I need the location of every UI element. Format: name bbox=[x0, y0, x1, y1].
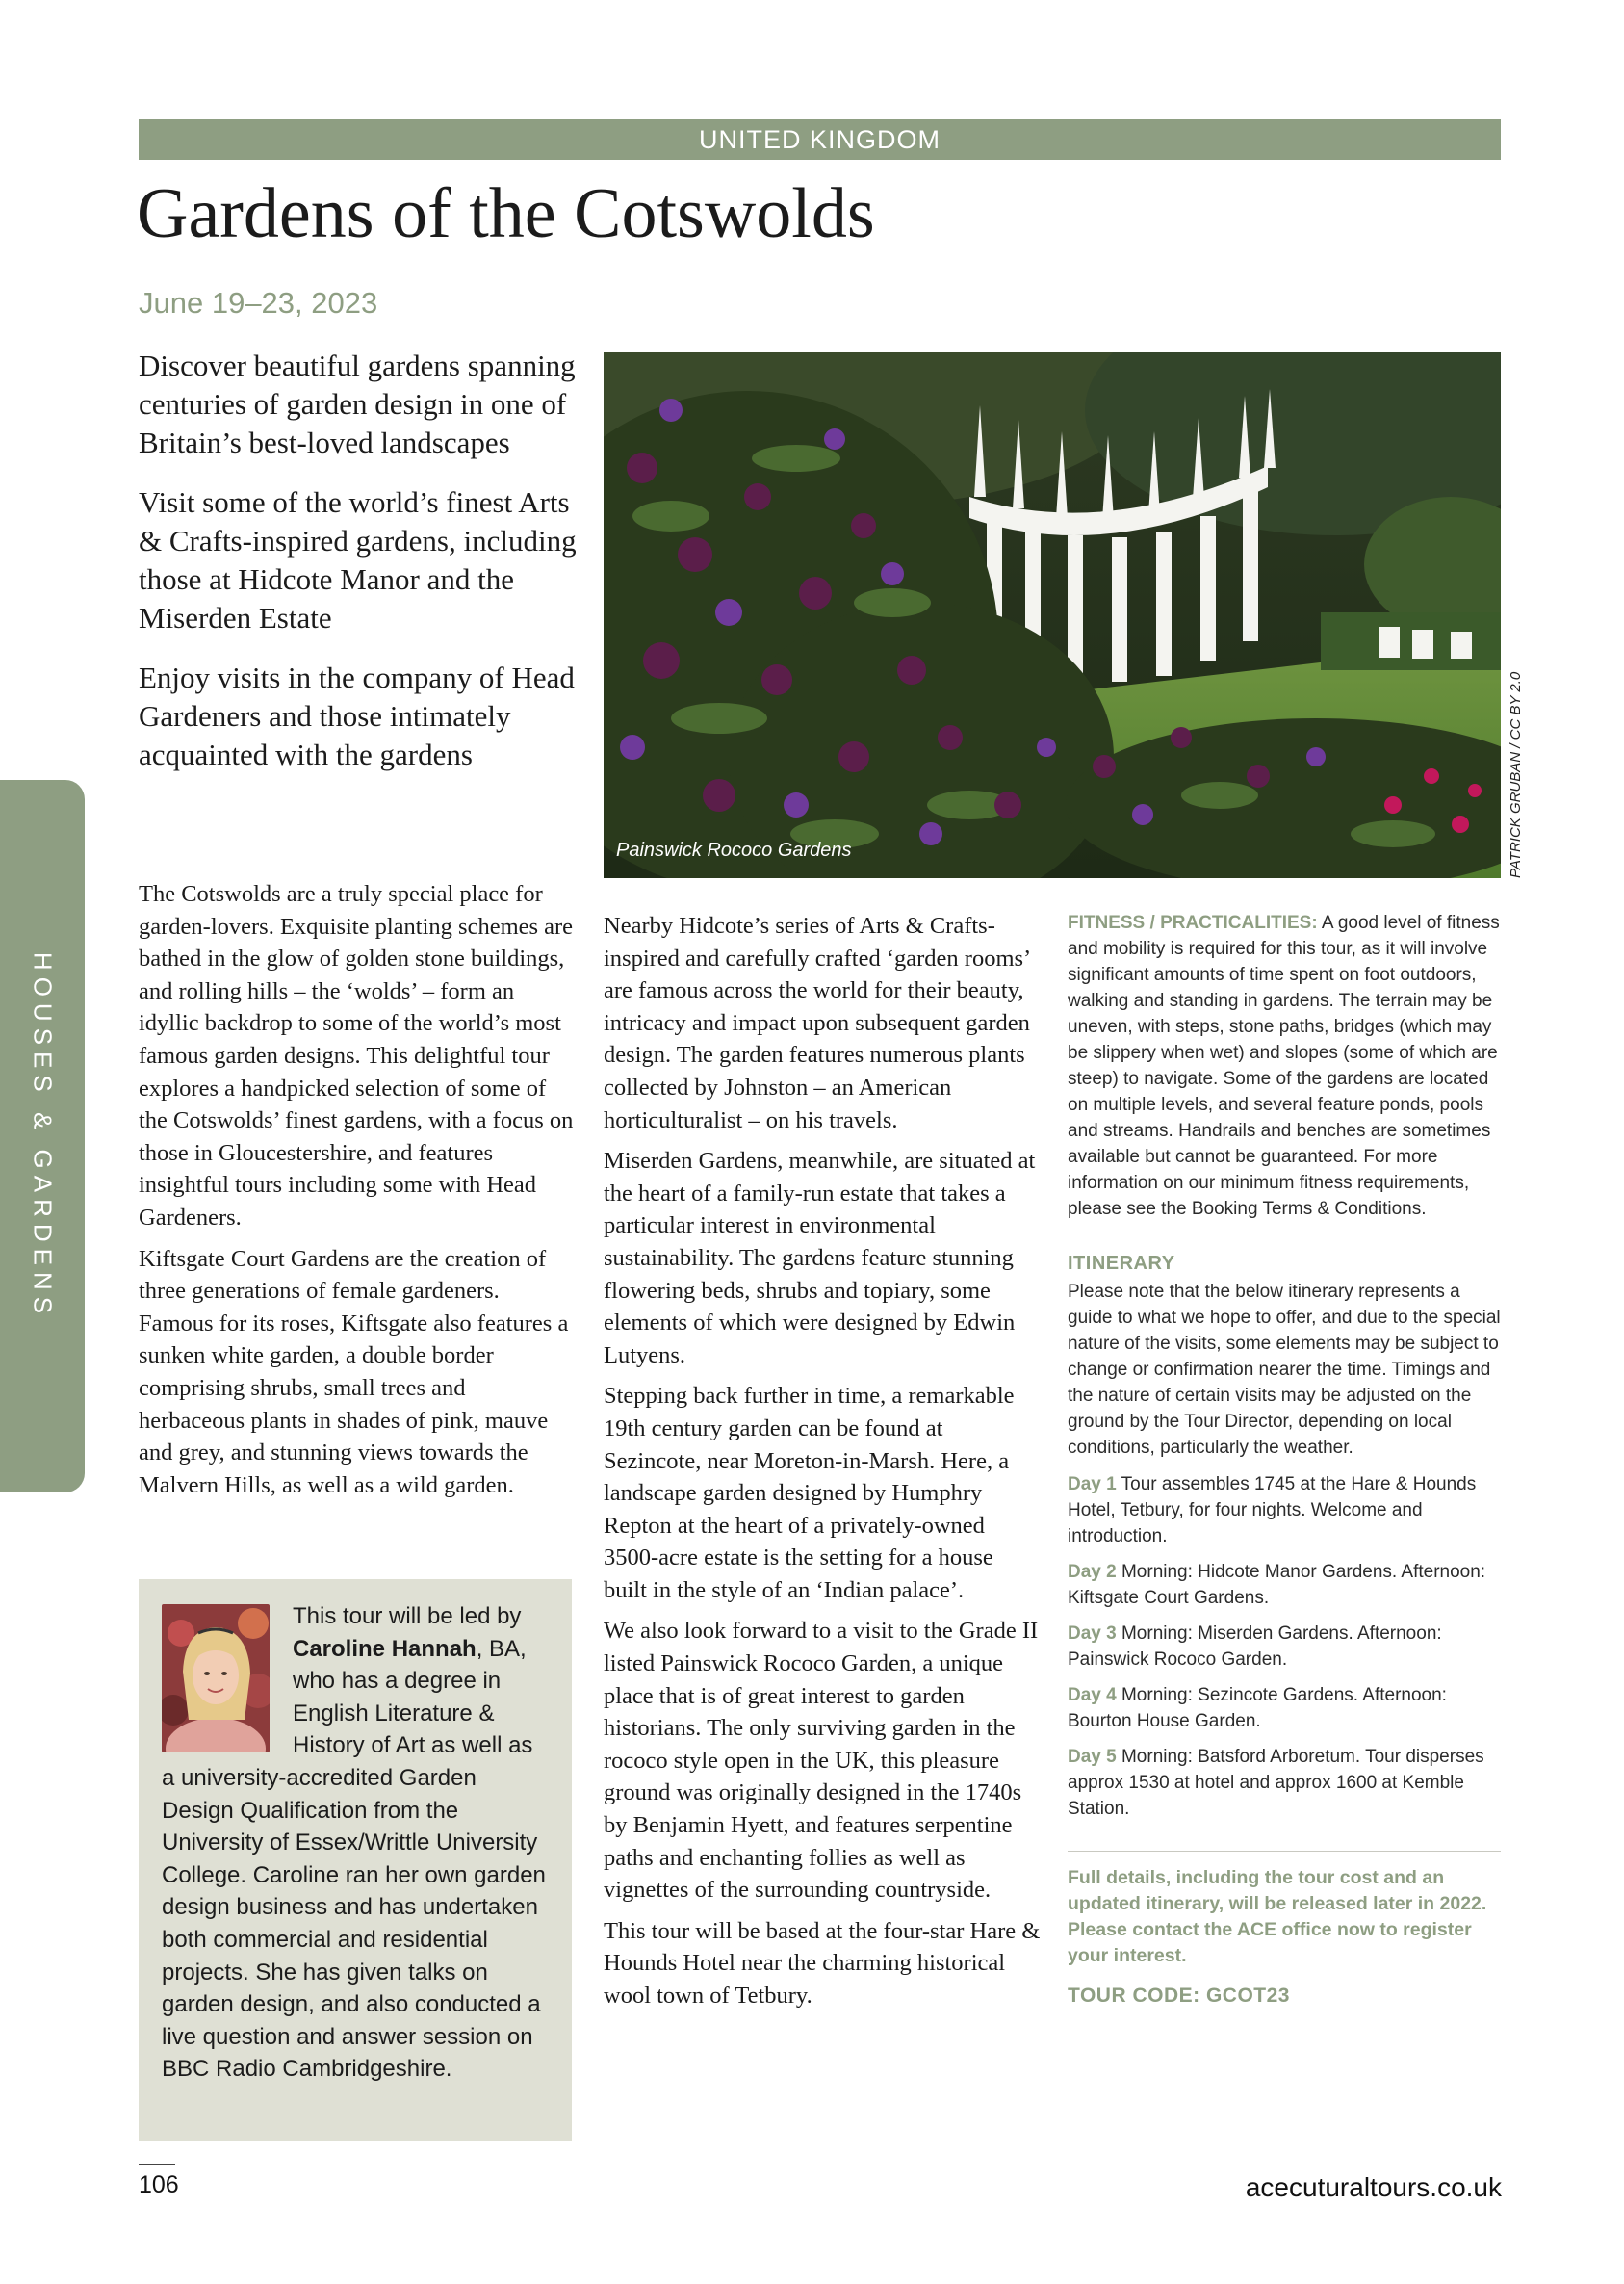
itinerary-day bbox=[1068, 1559, 1501, 1611]
day-text: Tour assembles 1745 at the Hare & Hounds Hotel, Tetbury, for four nights. Welcome and introduction. bbox=[1068, 1474, 1477, 1546]
itinerary-day bbox=[1068, 1471, 1501, 1549]
tour-date: June 19–23, 2023 bbox=[139, 286, 378, 320]
section-side-tab bbox=[0, 780, 85, 1492]
day-label: Day 4 bbox=[1068, 1685, 1117, 1705]
guide-name: Caroline Hannah bbox=[293, 1635, 477, 1662]
day-label: Day 1 bbox=[1068, 1474, 1117, 1494]
day-text: Morning: Miserden Gardens. Afternoon: Painswick Rococo Garden. bbox=[1068, 1623, 1442, 1670]
day-text: Morning: Hidcote Manor Gardens. Afternoon: Kiftsgate Court Gardens. bbox=[1068, 1562, 1486, 1608]
body-paragraph: We also look forward to a visit to the Grade II listed Painswick Rococo Garden, a unique place that is of great interest to garden historians. The only surviving garden in the rococo style open in the UK, this pleasure ground was originally designed in the 1740s by Benjamin Hyett, and features serpentine paths and enchanting follies as well as vignettes of the surrounding countryside. bbox=[604, 1618, 1039, 1904]
itinerary-heading: ITINERARY bbox=[1068, 1253, 1175, 1274]
day-label: Day 3 bbox=[1068, 1623, 1117, 1644]
garden-photo bbox=[604, 352, 1501, 878]
day-text: Morning: Batsford Arboretum. Tour disperses approx 1530 at hotel and approx 1600 at Kemble Station. bbox=[1068, 1747, 1484, 1819]
body-paragraph: Stepping back further in time, a remarkable 19th century garden can be found at Sezincote, near Moreton-in-Marsh. Here, a landscape garden designed by Humphry Repton at the heart of a privately-owned 3500-acre estate is the setting for a house built in the style of an ‘Indian palace’. bbox=[604, 1383, 1015, 1603]
itinerary-day bbox=[1068, 1682, 1501, 1734]
page-number-rule bbox=[139, 2164, 175, 2165]
itinerary-note: Please note that the below itinerary represents a guide to what we hope to offer, and due to the special nature of the visits, some elements may be subject to change or confirmation nearer the time. Timings and the nature of certain visits may be adjusted on the ground by the Tour Director, depending on local conditions, particularly the weather. bbox=[1068, 1282, 1501, 1458]
tour-highlights bbox=[139, 347, 581, 795]
day-text: Morning: Sezincote Gardens. Afternoon: Bourton House Garden. bbox=[1068, 1685, 1447, 1731]
highlight-item: Enjoy visits in the company of Head Gardeners and those intimately acquainted with the gardens bbox=[139, 661, 575, 771]
fitness-section bbox=[1068, 910, 1501, 1222]
guide-intro: This tour will be led by bbox=[293, 1603, 522, 1629]
country-band bbox=[139, 119, 1501, 160]
photo-credit: PATRICK GRUBAN / CC BY 2.0 bbox=[1508, 671, 1524, 878]
guide-portrait-graphic bbox=[162, 1604, 270, 1752]
body-paragraph: This tour will be based at the four-star Hare & Hounds Hotel near the charming historical wool town of Tetbury. bbox=[604, 1917, 1041, 2009]
tour-guide-box bbox=[139, 1579, 572, 2141]
body-paragraph: Miserden Gardens, meanwhile, are situated at the heart of a family-run estate that takes a particular interest in environmental sustainability. The gardens feature stunning flowering beds, shrubs and topiary, some elements of which were designed by Edwin Lutyens. bbox=[604, 1148, 1036, 1368]
middle-column-text bbox=[604, 910, 1042, 2021]
itinerary-day bbox=[1068, 1621, 1501, 1673]
highlight-item: Visit some of the world’s finest Arts & Crafts-inspired gardens, including those at Hidcote Manor and the Miserden Estate bbox=[139, 485, 577, 635]
country-label: UNITED KINGDOM bbox=[698, 124, 941, 154]
body-paragraph: Nearby Hidcote’s series of Arts & Crafts-inspired and carefully crafted ‘garden rooms’ are famous across the world for their beauty, intricacy and impact upon subsequent garden design. The garden features numerous plants collected by Johnston – an American horticulturalist – on his travels. bbox=[604, 913, 1030, 1133]
page-title: Gardens of the Cotswolds bbox=[137, 174, 875, 253]
photo-caption: Painswick Rococo Gardens bbox=[616, 840, 852, 861]
highlight-item: Discover beautiful gardens spanning centuries of garden design in one of Britain’s best-loved landscapes bbox=[139, 349, 576, 459]
section-side-tab-label: HOUSES & GARDENS bbox=[28, 951, 58, 1321]
registration-note: Full details, including the tour cost and an updated itinerary, will be released later in 2022. Please contact the ACE office now to register your interest. bbox=[1068, 1851, 1501, 1969]
fitness-label: FITNESS / PRACTICALITIES: bbox=[1068, 913, 1318, 933]
garden-photo-graphic bbox=[604, 352, 1501, 878]
intro-text bbox=[139, 878, 574, 1510]
day-label: Day 5 bbox=[1068, 1747, 1117, 1767]
guide-portrait-photo bbox=[162, 1604, 270, 1752]
practical-info-column bbox=[1068, 910, 1501, 2009]
itinerary-day bbox=[1068, 1744, 1501, 1822]
tour-code: TOUR CODE: GCOT23 bbox=[1068, 1985, 1290, 2007]
day-label: Day 2 bbox=[1068, 1562, 1117, 1582]
intro-paragraph: The Cotswolds are a truly special place for garden-lovers. Exquisite planting schemes are bathed in the glow of golden stone buildings, and rolling hills – the ‘wolds’ – form an idyllic backdrop to some of the world’s most famous garden designs. This delightful tour explores a handpicked selection of some of the Cotswolds’ finest gardens, with a focus on those in Gloucestershire, and features insightful tours including some with Head Gardeners. bbox=[139, 881, 574, 1231]
guide-bio: , BA, who has a degree in English Literature & History of Art as well as a university-accredited Garden Design Qualification from the University of Essex/Writtle University College. Caroline ran her own garden design business and has undertaken both commercial and residential projects. She has given talks on garden design, and also conducted a live question and answer session on BBC Radio Cambridgeshire. bbox=[162, 1635, 546, 2083]
website-url[interactable]: acecuturaltours.co.uk bbox=[1245, 2172, 1502, 2202]
page-number: 106 bbox=[139, 2171, 179, 2198]
fitness-text: A good level of fitness and mobility is required for this tour, as it will involve significant amounts of time spent on foot outdoors, walking and standing in gardens. The terrain may be uneven, with steps, stone paths, bridges (which may be slippery when wet) and slopes (some of which are steep) to navigate. Some of the gardens are located on multiple levels, and several feature ponds, pools and streams. Handrails and benches are sometimes available but cannot be guaranteed. For more information on our minimum fitness requirements, please see the Booking Terms & Conditions. bbox=[1068, 913, 1500, 1219]
intro-paragraph: Kiftsgate Court Gardens are the creation of three generations of female gardeners. Famous for its roses, Kiftsgate also features a sunken white garden, a double border comprising shrubs, small trees and herbaceous plants in shades of pink, mauve and grey, and stunning views towards the Malvern Hills, as well as a wild garden. bbox=[139, 1245, 569, 1498]
